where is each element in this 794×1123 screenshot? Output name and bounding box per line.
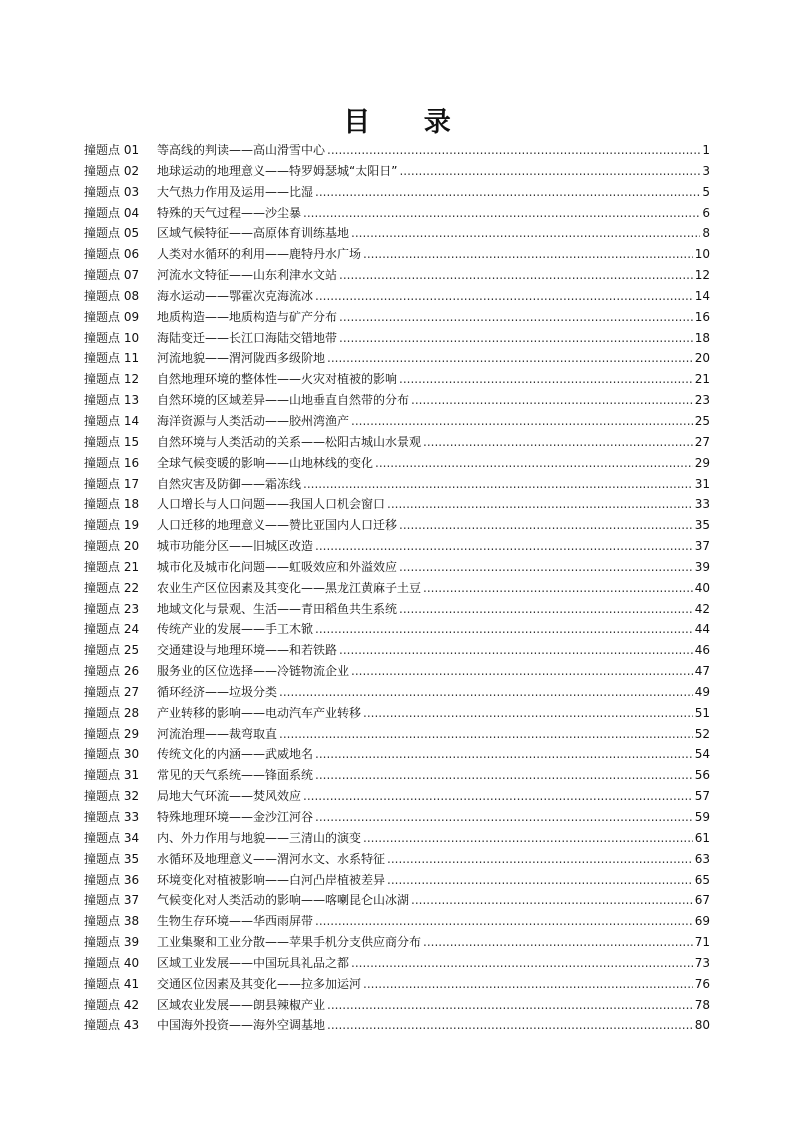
toc-entry-page: 51 bbox=[694, 705, 710, 720]
toc-dot-leader bbox=[399, 515, 693, 536]
toc-entry-number: 撞题点 29 bbox=[84, 726, 140, 741]
toc-dot-leader bbox=[327, 140, 700, 161]
toc-entry-title: 人类对水循环的利用——鹿特丹水广场 bbox=[157, 247, 362, 262]
toc-entry-page: 35 bbox=[694, 518, 710, 533]
toc-entry-title: 自然灾害及防御——霜冻线 bbox=[157, 476, 302, 491]
toc-entry-title: 区域气候特征——高原体育训练基地 bbox=[157, 226, 350, 241]
toc-dot-leader bbox=[375, 453, 693, 474]
toc-entry-title: 海陆变迁——长江口海陆交错地带 bbox=[157, 330, 338, 345]
toc-entry-number: 撞题点 32 bbox=[84, 789, 140, 804]
toc-entry[interactable] bbox=[84, 974, 710, 995]
toc-entry[interactable] bbox=[84, 640, 710, 661]
toc-entry-page: 47 bbox=[694, 664, 710, 679]
toc-entry-title: 传统产业的发展——手工木锨 bbox=[157, 622, 314, 637]
toc-entry[interactable] bbox=[84, 786, 710, 807]
toc-entry[interactable] bbox=[84, 474, 710, 495]
toc-entry-number: 撞题点 11 bbox=[84, 351, 140, 366]
toc-entry-number: 撞题点 43 bbox=[84, 1018, 140, 1033]
toc-entry-page: 37 bbox=[694, 539, 710, 554]
toc-entry[interactable] bbox=[84, 1015, 710, 1036]
toc-entry-number: 撞题点 41 bbox=[84, 976, 140, 991]
toc-entry-number: 撞题点 27 bbox=[84, 684, 140, 699]
toc-entry-page: 8 bbox=[702, 226, 710, 241]
toc-dot-leader bbox=[279, 682, 693, 703]
toc-entry-page: 6 bbox=[702, 205, 710, 220]
toc-entry[interactable] bbox=[84, 828, 710, 849]
toc-entry-title: 人口增长与人口问题——我国人口机会窗口 bbox=[157, 497, 386, 512]
toc-entry-number: 撞题点 01 bbox=[84, 143, 140, 157]
toc-dot-leader bbox=[363, 828, 693, 849]
toc-entry-page: 71 bbox=[694, 935, 710, 950]
toc-entry[interactable] bbox=[84, 203, 710, 224]
toc-dot-leader bbox=[387, 494, 693, 515]
toc-entry-title: 海水运动——鄂霍次克海流冰 bbox=[157, 288, 314, 303]
toc-entry-page: 25 bbox=[694, 413, 710, 428]
toc-entry-number: 撞题点 07 bbox=[84, 268, 140, 283]
toc-entry-number: 撞题点 03 bbox=[84, 184, 140, 199]
toc-entry-title: 工业集聚和工业分散——苹果手机分支供应商分布 bbox=[157, 935, 422, 950]
toc-entry-title: 海洋资源与人类活动——胶州湾渔产 bbox=[157, 413, 350, 428]
toc-dot-leader bbox=[423, 432, 693, 453]
toc-dot-leader bbox=[423, 932, 693, 953]
toc-entry-number: 撞题点 22 bbox=[84, 580, 140, 595]
toc-entry[interactable] bbox=[84, 807, 710, 828]
toc-entry[interactable] bbox=[84, 765, 710, 786]
toc-entry-page: 18 bbox=[694, 330, 710, 345]
toc-entry-number: 撞题点 24 bbox=[84, 622, 140, 637]
toc-dot-leader bbox=[327, 348, 693, 369]
toc-dot-leader bbox=[279, 724, 693, 745]
toc-entry-number: 撞题点 04 bbox=[84, 205, 140, 220]
toc-entry-number: 撞题点 09 bbox=[84, 309, 140, 324]
page-title: 目 录 bbox=[343, 107, 473, 138]
toc-entry-title: 气候变化对人类活动的影响——喀喇昆仑山冰湖 bbox=[157, 893, 410, 908]
toc-entry[interactable] bbox=[84, 369, 710, 390]
toc-entry-number: 撞题点 34 bbox=[84, 830, 140, 845]
toc-entry-number: 撞题点 05 bbox=[84, 226, 140, 241]
toc-entry[interactable] bbox=[84, 286, 710, 307]
toc-dot-leader bbox=[315, 911, 693, 932]
toc-entry[interactable] bbox=[84, 995, 710, 1016]
toc-entry-number: 撞题点 26 bbox=[84, 664, 140, 679]
toc-entry-page: 20 bbox=[694, 351, 710, 366]
toc-entry-number: 撞题点 28 bbox=[84, 705, 140, 720]
toc-entry[interactable] bbox=[84, 619, 710, 640]
toc-entry-page: 40 bbox=[694, 580, 710, 595]
toc-entry-page: 31 bbox=[694, 476, 710, 491]
toc-entry[interactable] bbox=[84, 703, 710, 724]
toc-dot-leader bbox=[315, 182, 700, 203]
toc-entry-number: 撞题点 20 bbox=[84, 539, 140, 554]
toc-dot-leader bbox=[363, 703, 693, 724]
toc-entry-number: 撞题点 08 bbox=[84, 288, 140, 303]
toc-entry-number: 撞题点 37 bbox=[84, 893, 140, 908]
toc-entry-page: 42 bbox=[694, 601, 710, 616]
toc-entry-title: 全球气候变暖的影响——山地林线的变化 bbox=[157, 455, 374, 470]
toc-entry-page: 14 bbox=[694, 288, 710, 303]
toc-dot-leader bbox=[315, 765, 693, 786]
toc-dot-leader bbox=[327, 995, 693, 1016]
toc-entry[interactable] bbox=[84, 328, 710, 349]
toc-entry-title: 内、外力作用与地貌——三清山的演变 bbox=[157, 830, 362, 845]
toc-entry-page: 29 bbox=[694, 455, 710, 470]
toc-entry-title: 地域文化与景观、生活——青田稻鱼共生系统 bbox=[157, 601, 398, 616]
toc-entry-page: 49 bbox=[694, 684, 710, 699]
toc-entry-page: 27 bbox=[694, 434, 710, 449]
toc-dot-leader bbox=[303, 474, 693, 495]
toc-entry-page: 16 bbox=[694, 309, 710, 324]
toc-entry-number: 撞题点 38 bbox=[84, 914, 140, 929]
toc-entry-number: 撞题点 39 bbox=[84, 935, 140, 950]
toc-dot-leader bbox=[399, 599, 693, 620]
toc-entry[interactable] bbox=[84, 536, 710, 557]
toc-entry-page: 73 bbox=[694, 955, 710, 970]
toc-dot-leader bbox=[363, 244, 693, 265]
toc-entry[interactable] bbox=[84, 578, 710, 599]
toc-entry-title: 产业转移的影响——电动汽车产业转移 bbox=[157, 705, 362, 720]
toc-dot-leader bbox=[315, 286, 693, 307]
toc-entry-title: 大气热力作用及运用——比湿 bbox=[157, 184, 314, 199]
toc-entry-title: 常见的天气系统——锋面系统 bbox=[157, 768, 314, 783]
toc-entry-title: 交通区位因素及其变化——拉多加运河 bbox=[157, 976, 362, 991]
toc-entry-title: 区域农业发展——朗县辣椒产业 bbox=[157, 997, 326, 1012]
toc-entry-number: 撞题点 14 bbox=[84, 413, 140, 428]
toc-dot-leader bbox=[315, 619, 693, 640]
toc-entry[interactable] bbox=[84, 265, 710, 286]
toc-dot-leader bbox=[387, 870, 693, 891]
toc-entry-number: 撞题点 16 bbox=[84, 455, 140, 470]
toc-dot-leader bbox=[303, 203, 700, 224]
toc-entry-title: 城市功能分区——旧城区改造 bbox=[157, 539, 314, 554]
toc-entry-page: 76 bbox=[694, 976, 710, 991]
toc-dot-leader bbox=[411, 390, 693, 411]
toc-entry-page: 63 bbox=[694, 851, 710, 866]
toc-entry-number: 撞题点 02 bbox=[84, 163, 140, 178]
toc-entry[interactable] bbox=[84, 244, 710, 265]
toc-entry-number: 撞题点 35 bbox=[84, 851, 140, 866]
toc-entry-page: 54 bbox=[694, 747, 710, 762]
toc-entry-title: 局地大气环流——焚风效应 bbox=[157, 789, 302, 804]
toc-entry[interactable] bbox=[84, 161, 710, 182]
toc-entry[interactable] bbox=[84, 494, 710, 515]
toc-entry-number: 撞题点 15 bbox=[84, 434, 140, 449]
toc-entry-page: 12 bbox=[694, 268, 710, 283]
toc-dot-leader bbox=[315, 744, 693, 765]
toc-entry[interactable] bbox=[84, 223, 710, 244]
toc-entry-title: 生物生存环境——华西雨屏带 bbox=[157, 914, 314, 929]
toc-entry[interactable] bbox=[84, 870, 710, 891]
toc-dot-leader bbox=[339, 328, 693, 349]
toc-entry-page: 23 bbox=[694, 393, 710, 408]
toc-dot-leader bbox=[411, 890, 693, 911]
toc-entry[interactable] bbox=[84, 890, 710, 911]
toc-entry-title: 人口迁移的地理意义——赞比亚国内人口迁移 bbox=[157, 518, 398, 533]
toc-entry-title: 城市化及城市化问题——虹吸效应和外溢效应 bbox=[157, 559, 398, 574]
toc-entry[interactable] bbox=[84, 661, 710, 682]
toc-entry-page: 3 bbox=[702, 163, 710, 178]
toc-entry-page: 52 bbox=[694, 726, 710, 741]
toc-entry-title: 特殊的天气过程——沙尘暴 bbox=[157, 205, 302, 220]
toc-entry-page: 1 bbox=[702, 143, 710, 157]
toc-entry-page: 21 bbox=[694, 372, 710, 387]
toc-entry[interactable] bbox=[84, 849, 710, 870]
toc-entry-page: 59 bbox=[694, 810, 710, 824]
toc-entry-page: 44 bbox=[694, 622, 710, 637]
table-of-contents bbox=[84, 140, 710, 1036]
toc-dot-leader bbox=[339, 307, 693, 328]
toc-entry-title: 传统文化的内涵——武威地名 bbox=[157, 747, 314, 762]
toc-entry-number: 撞题点 13 bbox=[84, 393, 140, 408]
toc-entry-number: 撞题点 36 bbox=[84, 872, 140, 887]
toc-entry-title: 交通建设与地理环境——和若铁路 bbox=[157, 643, 338, 658]
toc-entry-page: 57 bbox=[694, 789, 710, 804]
toc-entry-page: 33 bbox=[694, 497, 710, 512]
toc-entry-page: 10 bbox=[694, 247, 710, 262]
toc-entry-page: 67 bbox=[694, 893, 710, 908]
toc-entry-page: 39 bbox=[694, 559, 710, 574]
toc-entry-title: 服务业的区位选择——冷链物流企业 bbox=[157, 664, 350, 679]
toc-entry[interactable] bbox=[84, 182, 710, 203]
toc-entry[interactable] bbox=[84, 307, 710, 328]
toc-dot-leader bbox=[315, 807, 693, 828]
toc-entry-page: 78 bbox=[694, 997, 710, 1012]
toc-entry[interactable] bbox=[84, 724, 710, 745]
toc-dot-leader bbox=[399, 369, 693, 390]
toc-entry-title: 环境变化对植被影响——白河凸岸植被差异 bbox=[157, 872, 386, 887]
toc-entry[interactable] bbox=[84, 140, 710, 161]
toc-dot-leader bbox=[303, 786, 693, 807]
toc-entry-title: 中国海外投资——海外空调基地 bbox=[157, 1018, 326, 1033]
toc-entry-page: 61 bbox=[694, 830, 710, 845]
toc-entry-number: 撞题点 33 bbox=[84, 810, 140, 824]
toc-entry-title: 区域工业发展——中国玩具礼品之都 bbox=[157, 955, 350, 970]
toc-entry-title: 农业生产区位因素及其变化——黑龙江黄麻子土豆 bbox=[157, 580, 422, 595]
toc-entry[interactable] bbox=[84, 515, 710, 536]
toc-entry-title: 河流水文特征——山东利津水文站 bbox=[157, 268, 338, 283]
toc-dot-leader bbox=[363, 974, 693, 995]
toc-entry-title: 自然环境的区域差异——山地垂直自然带的分布 bbox=[157, 393, 410, 408]
toc-entry-number: 撞题点 30 bbox=[84, 747, 140, 762]
toc-entry-number: 撞题点 40 bbox=[84, 955, 140, 970]
toc-entry[interactable] bbox=[84, 911, 710, 932]
toc-entry-page: 65 bbox=[694, 872, 710, 887]
toc-dot-leader bbox=[423, 578, 693, 599]
toc-entry-number: 撞题点 25 bbox=[84, 643, 140, 658]
toc-entry-number: 撞题点 21 bbox=[84, 559, 140, 574]
toc-entry[interactable] bbox=[84, 411, 710, 432]
toc-entry[interactable] bbox=[84, 682, 710, 703]
toc-entry-page: 80 bbox=[694, 1018, 710, 1033]
toc-entry-title: 自然环境与人类活动的关系——松阳古城山水景观 bbox=[157, 434, 422, 449]
toc-dot-leader bbox=[387, 849, 693, 870]
toc-dot-leader bbox=[351, 953, 693, 974]
toc-entry-title: 水循环及地理意义——渭河水文、水系特征 bbox=[157, 851, 386, 866]
toc-entry-title: 地球运动的地理意义——特罗姆瑟城“太阳日” bbox=[157, 163, 398, 178]
toc-entry-title: 地质构造——地质构造与矿产分布 bbox=[157, 309, 338, 324]
toc-entry-page: 46 bbox=[694, 643, 710, 658]
toc-entry-title: 河流治理——裁弯取直 bbox=[157, 726, 278, 741]
toc-entry-number: 撞题点 18 bbox=[84, 497, 140, 512]
toc-dot-leader bbox=[339, 640, 693, 661]
toc-entry-page: 5 bbox=[702, 184, 710, 199]
toc-entry[interactable] bbox=[84, 432, 710, 453]
toc-entry[interactable] bbox=[84, 744, 710, 765]
toc-entry-number: 撞题点 19 bbox=[84, 518, 140, 533]
toc-entry-number: 撞题点 10 bbox=[84, 330, 140, 345]
toc-entry-title: 循环经济——垃圾分类 bbox=[157, 684, 278, 699]
toc-entry-number: 撞题点 12 bbox=[84, 372, 140, 387]
toc-dot-leader bbox=[339, 265, 693, 286]
toc-entry-number: 撞题点 17 bbox=[84, 476, 140, 491]
toc-entry[interactable] bbox=[84, 557, 710, 578]
toc-entry-number: 撞题点 23 bbox=[84, 601, 140, 616]
toc-entry-title: 河流地貌——渭河陇西多级阶地 bbox=[157, 351, 326, 366]
toc-entry-number: 撞题点 31 bbox=[84, 768, 140, 783]
toc-entry-page: 69 bbox=[694, 914, 710, 929]
toc-entry[interactable] bbox=[84, 390, 710, 411]
toc-dot-leader bbox=[351, 223, 700, 244]
toc-entry-title: 自然地理环境的整体性——火灾对植被的影响 bbox=[157, 372, 398, 387]
toc-entry[interactable] bbox=[84, 348, 710, 369]
toc-entry[interactable] bbox=[84, 953, 710, 974]
toc-dot-leader bbox=[351, 411, 693, 432]
toc-entry-number: 撞题点 06 bbox=[84, 247, 140, 262]
toc-entry-title: 特殊地理环境——金沙江河谷 bbox=[157, 810, 314, 824]
toc-entry-title: 等高线的判读——高山滑雪中心 bbox=[157, 143, 326, 157]
toc-entry[interactable] bbox=[84, 453, 710, 474]
toc-entry-number: 撞题点 42 bbox=[84, 997, 140, 1012]
toc-entry[interactable] bbox=[84, 599, 710, 620]
toc-entry-page: 56 bbox=[694, 768, 710, 783]
toc-entry[interactable] bbox=[84, 932, 710, 953]
toc-dot-leader bbox=[315, 536, 693, 557]
toc-dot-leader bbox=[399, 557, 693, 578]
toc-dot-leader bbox=[399, 161, 700, 182]
toc-dot-leader bbox=[327, 1015, 693, 1036]
toc-dot-leader bbox=[351, 661, 693, 682]
